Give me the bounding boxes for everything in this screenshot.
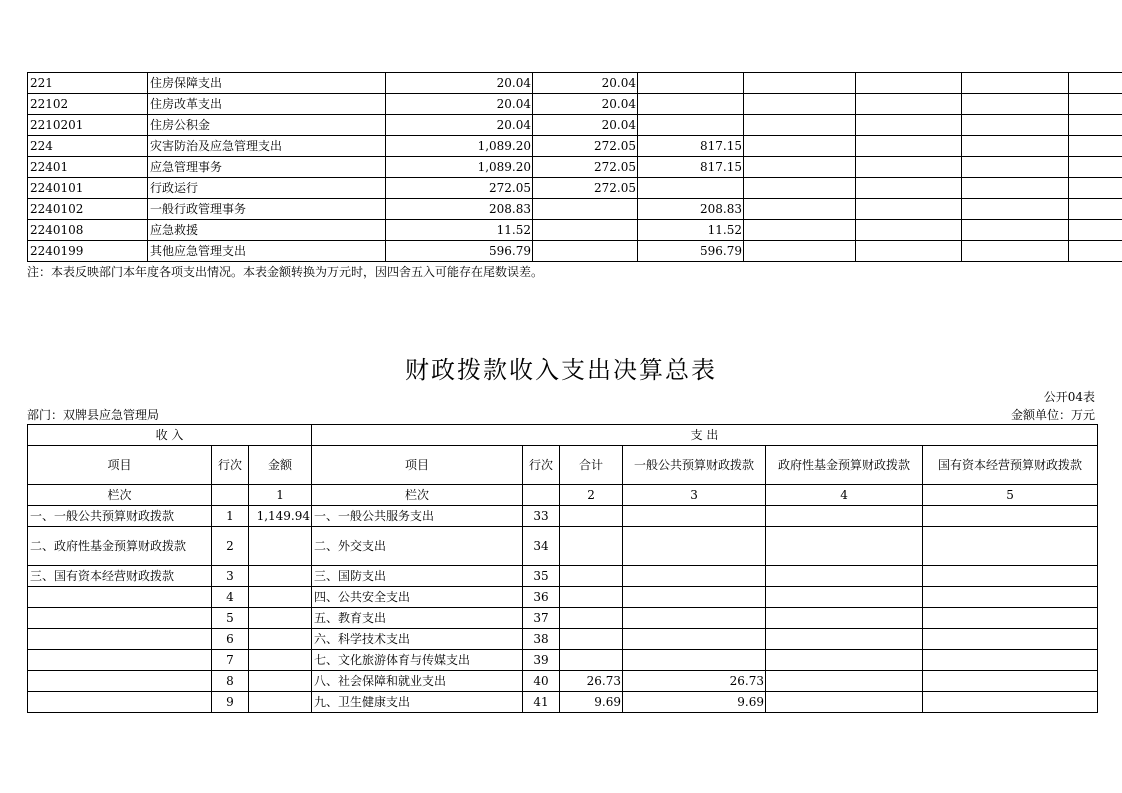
- expense-item: 六、科学技术支出: [312, 629, 523, 650]
- total-amount: [560, 650, 623, 671]
- general-budget-header: 一般公共预算财政拨款: [623, 446, 766, 485]
- subject-name: 应急救援: [148, 220, 386, 241]
- table-row: [28, 178, 1122, 199]
- empty-cell: [1069, 157, 1122, 178]
- empty-cell: [744, 115, 856, 136]
- subject-name: 住房公积金: [148, 115, 386, 136]
- empty-cell: [962, 136, 1069, 157]
- total-amount: [560, 506, 623, 527]
- empty-cell: [856, 73, 962, 94]
- basic-amount: 20.04: [533, 94, 638, 115]
- income-line: 2: [212, 527, 249, 566]
- empty-cell: [1069, 73, 1122, 94]
- empty-cell: [1069, 199, 1122, 220]
- empty-cell: [962, 157, 1069, 178]
- empty-cell: [856, 178, 962, 199]
- empty-cell: [744, 220, 856, 241]
- expense-col-label: 栏次: [312, 485, 523, 506]
- col-number: 3: [623, 485, 766, 506]
- state-capital-header: 国有资本经营预算财政拨款: [923, 446, 1098, 485]
- empty-cell: [1069, 94, 1122, 115]
- fund-amount: [766, 671, 923, 692]
- table-row: [28, 608, 1098, 629]
- state-amount: [923, 650, 1098, 671]
- expense-line: 39: [523, 650, 560, 671]
- general-amount: [623, 566, 766, 587]
- income-line: 9: [212, 692, 249, 713]
- fund-amount: [766, 506, 923, 527]
- total-amount: 1,089.20: [386, 157, 533, 178]
- project-amount: 817.15: [638, 136, 744, 157]
- table-row: [28, 587, 1098, 608]
- income-item-header: 项目: [28, 446, 212, 485]
- income-line: 5: [212, 608, 249, 629]
- income-item: [28, 671, 212, 692]
- subject-name: 住房改革支出: [148, 94, 386, 115]
- income-line: 3: [212, 566, 249, 587]
- income-line: 7: [212, 650, 249, 671]
- income-line: 8: [212, 671, 249, 692]
- subject-code: 2240102: [28, 199, 148, 220]
- empty-cell: [1069, 241, 1122, 262]
- subject-name: 住房保障支出: [148, 73, 386, 94]
- fund-amount: [766, 566, 923, 587]
- table-note: 注：本表反映部门本年度各项支出情况。本表金额转换为万元时，因四舍五入可能存在尾数误差。: [27, 265, 544, 279]
- empty-cell: [744, 199, 856, 220]
- general-amount: 26.73: [623, 671, 766, 692]
- empty-cell: [962, 241, 1069, 262]
- basic-amount: 272.05: [533, 178, 638, 199]
- table-row: [28, 566, 1098, 587]
- income-amount: [249, 692, 312, 713]
- income-amount: [249, 566, 312, 587]
- basic-amount: 272.05: [533, 136, 638, 157]
- fund-amount: [766, 608, 923, 629]
- general-amount: [623, 650, 766, 671]
- subject-name: 一般行政管理事务: [148, 199, 386, 220]
- basic-amount: 20.04: [533, 73, 638, 94]
- fund-amount: [766, 527, 923, 566]
- expense-item-header: 项目: [312, 446, 523, 485]
- empty-cell: [962, 94, 1069, 115]
- summary-table: [27, 424, 1098, 713]
- income-item: 二、政府性基金预算财政拨款: [28, 527, 212, 566]
- income-item: [28, 650, 212, 671]
- table-row: [28, 241, 1122, 262]
- subject-code: 22102: [28, 94, 148, 115]
- income-line-header: 行次: [212, 446, 249, 485]
- total-amount: 26.73: [560, 671, 623, 692]
- project-amount: [638, 94, 744, 115]
- project-amount: 11.52: [638, 220, 744, 241]
- expenditure-detail-table: [27, 72, 1122, 262]
- state-amount: [923, 671, 1098, 692]
- col-number: 1: [249, 485, 312, 506]
- state-amount: [923, 506, 1098, 527]
- expense-line: 41: [523, 692, 560, 713]
- income-amount: [249, 587, 312, 608]
- empty-cell: [1069, 136, 1122, 157]
- total-amount: 596.79: [386, 241, 533, 262]
- fund-budget-header: 政府性基金预算财政拨款: [766, 446, 923, 485]
- total-header: 合计: [560, 446, 623, 485]
- total-amount: 1,089.20: [386, 136, 533, 157]
- empty-cell: [856, 199, 962, 220]
- subject-name: 应急管理事务: [148, 157, 386, 178]
- table-row: [28, 629, 1098, 650]
- basic-amount: 20.04: [533, 115, 638, 136]
- empty-cell: [744, 94, 856, 115]
- empty-cell: [856, 241, 962, 262]
- table-row: [28, 220, 1122, 241]
- expense-line: 35: [523, 566, 560, 587]
- empty-cell: [962, 199, 1069, 220]
- empty-cell: [744, 241, 856, 262]
- empty-cell: [1069, 220, 1122, 241]
- project-amount: [638, 73, 744, 94]
- subject-code: 2210201: [28, 115, 148, 136]
- expense-header: 支 出: [312, 425, 1098, 446]
- expense-item: 八、社会保障和就业支出: [312, 671, 523, 692]
- col-number: 5: [923, 485, 1098, 506]
- table-row: [28, 94, 1122, 115]
- subject-name: 行政运行: [148, 178, 386, 199]
- expense-line: 37: [523, 608, 560, 629]
- income-amount: [249, 608, 312, 629]
- empty-cell: [744, 73, 856, 94]
- total-amount: [560, 527, 623, 566]
- income-line: 1: [212, 506, 249, 527]
- state-amount: [923, 527, 1098, 566]
- total-amount: 20.04: [386, 115, 533, 136]
- general-amount: [623, 506, 766, 527]
- empty-cell: [962, 73, 1069, 94]
- total-amount: [560, 629, 623, 650]
- project-amount: [638, 115, 744, 136]
- income-item: [28, 587, 212, 608]
- group-header-row: [28, 425, 1098, 446]
- subject-code: 2240199: [28, 241, 148, 262]
- table-row: [28, 692, 1098, 713]
- table-row: [28, 73, 1122, 94]
- empty-cell: [744, 136, 856, 157]
- empty-cell: [962, 178, 1069, 199]
- empty-cell: [856, 136, 962, 157]
- form-code: 公开04表: [1043, 390, 1095, 404]
- expense-line: 40: [523, 671, 560, 692]
- income-item: 一、一般公共预算财政拨款: [28, 506, 212, 527]
- state-amount: [923, 608, 1098, 629]
- general-amount: [623, 629, 766, 650]
- expense-item: 四、公共安全支出: [312, 587, 523, 608]
- income-item: 三、国有资本经营财政拨款: [28, 566, 212, 587]
- expense-item: 二、外交支出: [312, 527, 523, 566]
- project-amount: 817.15: [638, 157, 744, 178]
- state-amount: [923, 692, 1098, 713]
- subject-code: 22401: [28, 157, 148, 178]
- expense-line: 34: [523, 527, 560, 566]
- table-row: [28, 506, 1098, 527]
- empty-cell: [962, 115, 1069, 136]
- empty-cell: [962, 220, 1069, 241]
- total-amount: 20.04: [386, 94, 533, 115]
- subject-code: 2240101: [28, 178, 148, 199]
- income-amount-header: 金额: [249, 446, 312, 485]
- empty-cell: [744, 178, 856, 199]
- table-row: [28, 136, 1122, 157]
- income-amount: 1,149.94: [249, 506, 312, 527]
- table-row: [28, 671, 1098, 692]
- income-item: [28, 692, 212, 713]
- expense-line: 36: [523, 587, 560, 608]
- general-amount: [623, 527, 766, 566]
- income-col-label: 栏次: [28, 485, 212, 506]
- column-number-row: [28, 485, 1098, 506]
- income-amount: [249, 650, 312, 671]
- basic-amount: [533, 199, 638, 220]
- income-item: [28, 629, 212, 650]
- subject-name: 灾害防治及应急管理支出: [148, 136, 386, 157]
- basic-amount: 272.05: [533, 157, 638, 178]
- general-amount: [623, 587, 766, 608]
- income-item: [28, 608, 212, 629]
- fund-amount: [766, 629, 923, 650]
- expense-item: 三、国防支出: [312, 566, 523, 587]
- expense-line: 38: [523, 629, 560, 650]
- total-amount: 20.04: [386, 73, 533, 94]
- total-amount: 11.52: [386, 220, 533, 241]
- basic-amount: [533, 220, 638, 241]
- expense-line: 33: [523, 506, 560, 527]
- subject-code: 224: [28, 136, 148, 157]
- empty-cell: [856, 115, 962, 136]
- project-amount: 596.79: [638, 241, 744, 262]
- total-amount: 208.83: [386, 199, 533, 220]
- table-row: [28, 527, 1098, 566]
- unit-label: 金额单位：万元: [1010, 408, 1095, 422]
- expense-line-header: 行次: [523, 446, 560, 485]
- subject-code: 2240108: [28, 220, 148, 241]
- table-row: [28, 157, 1122, 178]
- table-row: [28, 199, 1122, 220]
- income-line: 6: [212, 629, 249, 650]
- project-amount: [638, 178, 744, 199]
- table-row: [28, 650, 1098, 671]
- empty-cell: [744, 157, 856, 178]
- expense-item: 七、文化旅游体育与传媒支出: [312, 650, 523, 671]
- empty-cell: [856, 157, 962, 178]
- general-amount: [623, 608, 766, 629]
- subject-name: 其他应急管理支出: [148, 241, 386, 262]
- state-amount: [923, 566, 1098, 587]
- income-amount: [249, 629, 312, 650]
- basic-amount: [533, 241, 638, 262]
- total-amount: 272.05: [386, 178, 533, 199]
- empty-cell: [523, 485, 560, 506]
- table-row: [28, 115, 1122, 136]
- fund-amount: [766, 692, 923, 713]
- expense-item: 一、一般公共服务支出: [312, 506, 523, 527]
- total-amount: [560, 587, 623, 608]
- page-title: 财政拨款收入支出决算总表: [405, 356, 717, 384]
- empty-cell: [1069, 178, 1122, 199]
- income-amount: [249, 527, 312, 566]
- general-amount: 9.69: [623, 692, 766, 713]
- project-amount: 208.83: [638, 199, 744, 220]
- fund-amount: [766, 650, 923, 671]
- column-header-row: [28, 446, 1098, 485]
- department-label: 部门：双牌县应急管理局: [27, 408, 160, 422]
- expense-item: 五、教育支出: [312, 608, 523, 629]
- empty-cell: [856, 220, 962, 241]
- subject-code: 221: [28, 73, 148, 94]
- empty-cell: [856, 94, 962, 115]
- state-amount: [923, 629, 1098, 650]
- total-amount: [560, 566, 623, 587]
- income-amount: [249, 671, 312, 692]
- income-line: 4: [212, 587, 249, 608]
- empty-cell: [1069, 115, 1122, 136]
- total-amount: [560, 608, 623, 629]
- fund-amount: [766, 587, 923, 608]
- col-number: 4: [766, 485, 923, 506]
- expense-item: 九、卫生健康支出: [312, 692, 523, 713]
- col-number: 2: [560, 485, 623, 506]
- total-amount: 9.69: [560, 692, 623, 713]
- income-header: 收 入: [28, 425, 312, 446]
- state-amount: [923, 587, 1098, 608]
- empty-cell: [212, 485, 249, 506]
